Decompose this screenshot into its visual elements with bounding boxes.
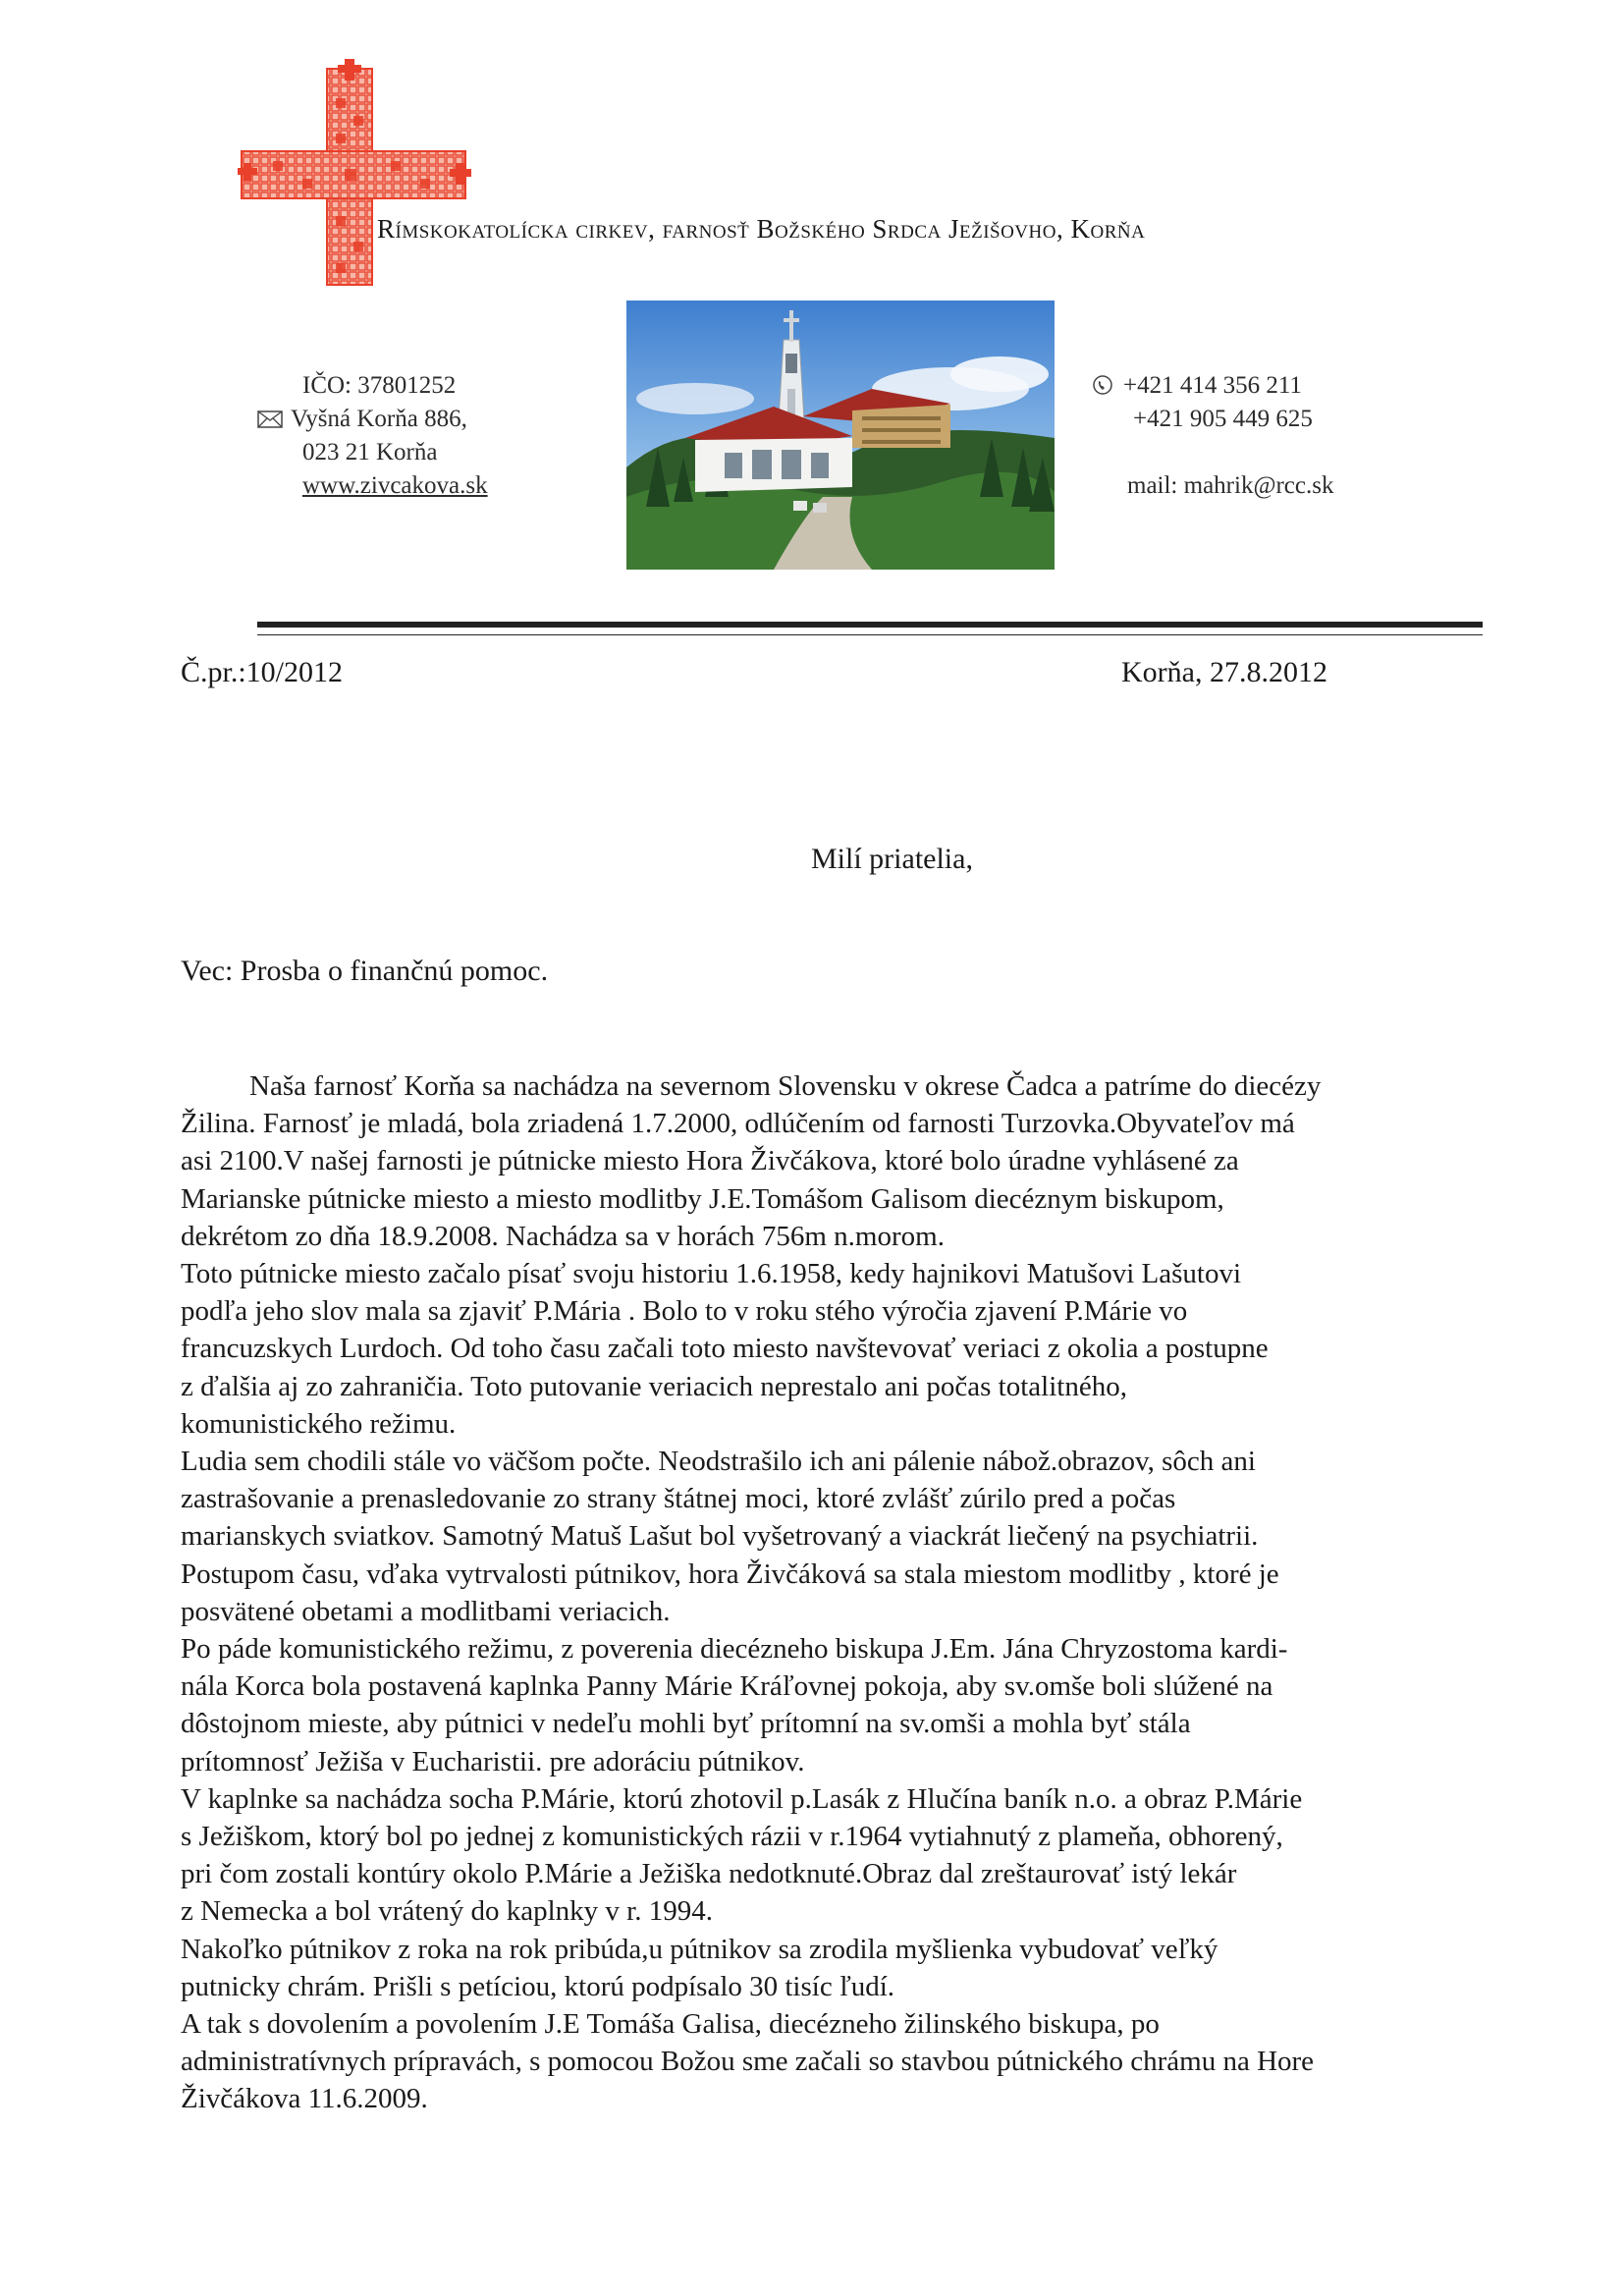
parish-cross-logo [234, 59, 479, 295]
phone-number-2: +421 905 449 625 [1133, 406, 1313, 432]
email-address[interactable]: mail: mahrik@rcc.sk [1127, 472, 1334, 499]
body-line: Toto pútnicke miesto začalo písať svoju historiu 1.6.1958, kedy hajnikovi Matušovi Lašutovi [181, 1258, 1241, 1290]
website-link[interactable]: www.zivcakova.sk [302, 472, 488, 499]
body-line: V kaplnke sa nachádza socha P.Márie, ktorú zhotovil p.Lasák z Hlučína baník n.o. a obraz P.Márie [181, 1782, 1303, 1815]
body-line: z ďalšia aj zo zahraničia. Toto putovanie veriacich neprestalo ani počas totalitného, [181, 1370, 1127, 1402]
reference-number: Č.pr.:10/2012 [181, 656, 344, 688]
body-line: Živčákova 11.6.2009. [181, 2083, 428, 2115]
body-line: Žilina. Farnosť je mladá, bola zriadená 1.7.2000, odlúčením od farnosti Turzovka.Obyvateľov má [181, 1108, 1295, 1140]
body-line: z Nemecka a bol vrátený do kaplnky v r. 1994. [181, 1895, 713, 1928]
body-line: francuzskych Lurdoch. Od toho času začali toto miesto navštevovať veriaci z okolia a postupne [181, 1333, 1269, 1365]
header-divider-thin [257, 634, 1483, 635]
contact-info-right [1092, 369, 1333, 503]
place-and-date: Korňa, 27.8.2012 [1121, 656, 1327, 688]
contact-info-left [257, 369, 488, 503]
body-line: prítomnosť Ježiša v Eucharistii. pre adoráciu pútnikov. [181, 1745, 805, 1777]
body-line: s Ježiškom, ktorý bol po jednej z komunistických rázii v r.1964 vytiahnutý z plameňa, obhorený, [181, 1821, 1283, 1853]
subject-line: Vec: Prosba o finančnú pomoc. [181, 955, 549, 987]
salutation: Milí priatelia, [811, 843, 973, 875]
body-line: zastrašovanie a prenasledovanie zo strany štátnej moci, ktoré zvlášť zúrilo pred a počas [181, 1483, 1176, 1515]
body-line: Nakoľko pútnikov z roka na rok pribúda,u pútnikov sa zrodila myšlienka vybudovať veľký [181, 1933, 1218, 1965]
body-line: putnicky chrám. Prišli s petíciou, ktorú podpísalo 30 tisíc ľudí. [181, 1970, 895, 2002]
body-line: administratívnych prípravách, s pomocou Božou sme začali so stavbou pútnického chrámu na Hore [181, 2046, 1315, 2078]
body-line: nála Korca bola postavená kaplnka Panny Márie Kráľovnej pokoja, aby sv.omše boli slúžené na [181, 1670, 1273, 1703]
body-line: Po páde komunistického režimu, z poverenia diecézneho biskupa J.Em. Jána Chryzostoma kardi- [181, 1633, 1288, 1666]
body-line: Postupom času, vďaka vytrvalosti pútnikov, hora Živčáková sa stala miestom modlitby , ktoré je [181, 1558, 1279, 1590]
phone-icon [1092, 374, 1113, 396]
header-divider-thick [257, 622, 1483, 628]
body-line: Ludia sem chodili stále vo väčšom počte. Neodstrašilo ich ani pálenie nábož.obrazov, sôch ani [181, 1446, 1256, 1478]
body-line: komunistického režimu. [181, 1407, 457, 1440]
body-line: dekrétom zo dňa 18.9.2008. Nachádza sa v horách 756m n.morom. [181, 1220, 945, 1252]
envelope-icon [257, 410, 283, 428]
letter-body [181, 1067, 1487, 2118]
ico-number: IČO: 37801252 [302, 372, 457, 399]
pilgrimage-church-photo [626, 301, 1055, 570]
phone-number-1: +421 414 356 211 [1123, 372, 1302, 399]
body-line: Naša farnosť Korňa sa nachádza na severnom Slovensku v okrese Čadca a patríme do diecézy [249, 1070, 1322, 1102]
address-postal: 023 21 Korňa [302, 439, 438, 465]
body-line: A tak s dovolením a povolením J.E Tomáša Galisa, diecézneho žilinského biskupa, po [181, 2008, 1160, 2041]
parish-name: Rímskokatolícka cirkev, farnosť Božského Srdca Ježišovho, Korňa [377, 214, 1146, 244]
body-line: pri čom zostali kontúry okolo P.Márie a Ježiška nedotknuté.Obraz dal zreštaurovať istý lekár [181, 1858, 1237, 1890]
body-line: Marianske pútnicke miesto a miesto modlitby J.E.Tomášom Galisom diecéznym biskupom, [181, 1182, 1224, 1215]
body-line: posvätené obetami a modlitbami veriacich. [181, 1595, 671, 1627]
body-line: asi 2100.V našej farnosti je pútnicke miesto Hora Živčákova, ktoré bolo úradne vyhlásené za [181, 1145, 1239, 1177]
body-line: dôstojnom mieste, aby pútnici v nedeľu mohli byť prítomní na sv.omši a mohla byť stála [181, 1708, 1191, 1740]
address-street: Vyšná Korňa 886, [291, 406, 467, 432]
body-line: marianskych sviatkov. Samotný Matuš Lašut bol vyšetrovaný a viackrát liečený na psychiatrii. [181, 1520, 1259, 1553]
body-line: podľa jeho slov mala sa zjaviť P.Mária . Bolo to v roku stého výročia zjavení P.Márie vo [181, 1295, 1188, 1328]
